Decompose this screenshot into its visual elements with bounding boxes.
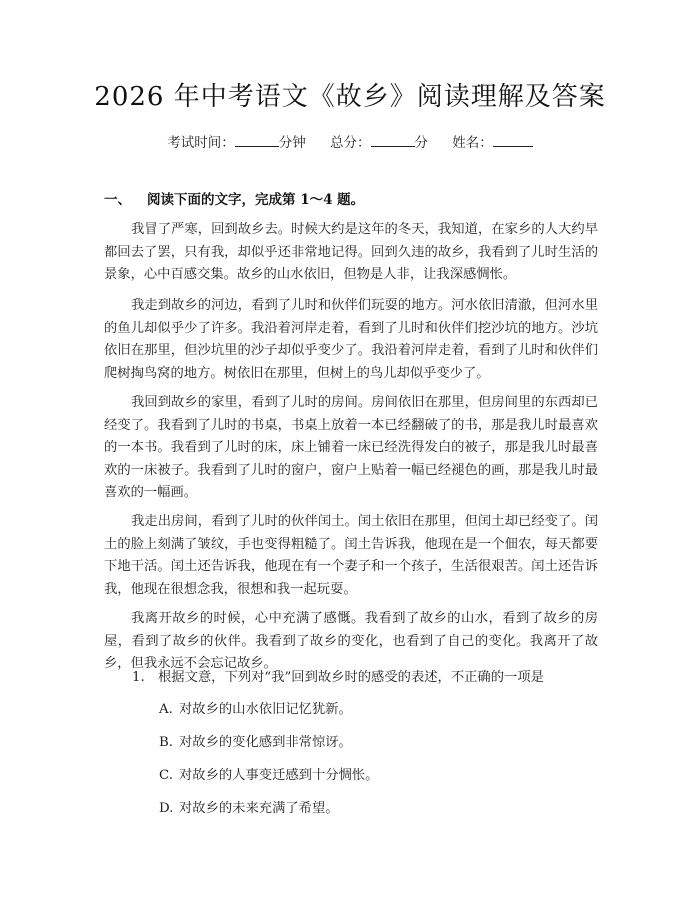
passage-paragraph: 我离开故乡的时候，心中充满了感慨。我看到了故乡的山水，看到了故乡的房屋，看到了故乡的伙伴。我看到了故乡的变化，也看到了自己的变化。我离开了故乡，但我永远不会忘记故乡。: [104, 611, 598, 671]
name-blank[interactable]: [493, 132, 533, 147]
time-blank[interactable]: [235, 132, 279, 147]
option-letter: B.: [159, 735, 173, 750]
score-label: 总分：: [330, 135, 371, 151]
option-letter: C.: [159, 768, 173, 783]
score-blank[interactable]: [371, 132, 415, 147]
score-unit: 分: [414, 135, 428, 151]
name-field: [452, 135, 533, 151]
option-b[interactable]: [159, 733, 352, 753]
question-text: 根据文意，下列对“我”回到故乡时的感受的表述，不正确的一项是: [158, 670, 544, 685]
question-1: [132, 668, 544, 688]
option-letter: A.: [159, 702, 173, 717]
passage-paragraph: 我回到故乡的家里，看到了儿时的房间。房间依旧在那里，但房间里的东西却已经变了。我看到了儿时的书桌，书桌上放着一本已经翻破了的书，那是我儿时最喜欢的一本书。我看到了儿时的床，床上铺着一床已经洗得发白的被子，那是我儿时最喜欢的一床被子。我看到了儿时的窗户，窗户上贴着一幅已经褪色的画，那是我儿时最喜欢的一幅画。: [104, 395, 598, 500]
section-number: 一、: [104, 192, 131, 208]
time-unit: 分钟: [278, 135, 306, 151]
option-a[interactable]: [159, 700, 352, 720]
option-text: 对故乡的未来充满了希望。: [179, 801, 339, 816]
option-text: 对故乡的人事变迁感到十分惆怅。: [179, 768, 379, 783]
option-d[interactable]: [159, 799, 339, 819]
time-label: 考试时间：: [167, 135, 235, 151]
passage-paragraph: 我走出房间，看到了儿时的伙伴闰土。闰土依旧在那里，但闰土却已经变了。闰土的脸上刻满了皱纹，手也变得粗糙了。闰土告诉我，他现在是一个佃农，每天都要下地干活。闰土还告诉我，他现在有一个妻子和一个孩子，生活很艰苦。闰土还告诉我，他现在很想念我，很想和我一起玩耍。: [104, 514, 598, 597]
section-heading: [104, 190, 364, 210]
option-letter: D.: [159, 801, 174, 816]
option-text: 对故乡的山水依旧记忆犹新。: [179, 702, 352, 717]
time-field: [167, 135, 306, 151]
option-c[interactable]: [159, 766, 378, 786]
score-field: [330, 135, 428, 151]
passage-paragraph: 我冒了严寒，回到故乡去。时候大约是这年的冬天，我知道，在家乡的人大约早都回去了罢，只有我，却似乎还非常地记得。回到久违的故乡，我看到了儿时生活的景象，心中百感交集。故乡的山水依旧，但物是人非，让我深感惆怅。: [104, 222, 598, 282]
option-text: 对故乡的变化感到非常惊讶。: [179, 735, 352, 750]
question-number: 1.: [132, 670, 145, 685]
section-instruction: 阅读下面的文字，完成第 1～4 题。: [147, 192, 365, 208]
passage-paragraph: 我走到故乡的河边，看到了儿时和伙伴们玩耍的地方。河水依旧清澈，但河水里的鱼儿却似乎少了许多。我沿着河岸走着，看到了儿时和伙伴们挖沙坑的地方。沙坑依旧在那里，但沙坑里的沙子却似乎变少了。我沿着河岸走着，看到了儿时和伙伴们爬树掏鸟窝的地方。树依旧在那里，但树上的鸟儿却似乎变少了。: [104, 298, 598, 381]
name-label: 姓名：: [452, 135, 493, 151]
page-title: 2026 年中考语文《故乡》阅读理解及答案: [94, 82, 606, 112]
exam-info-line: [0, 132, 700, 153]
